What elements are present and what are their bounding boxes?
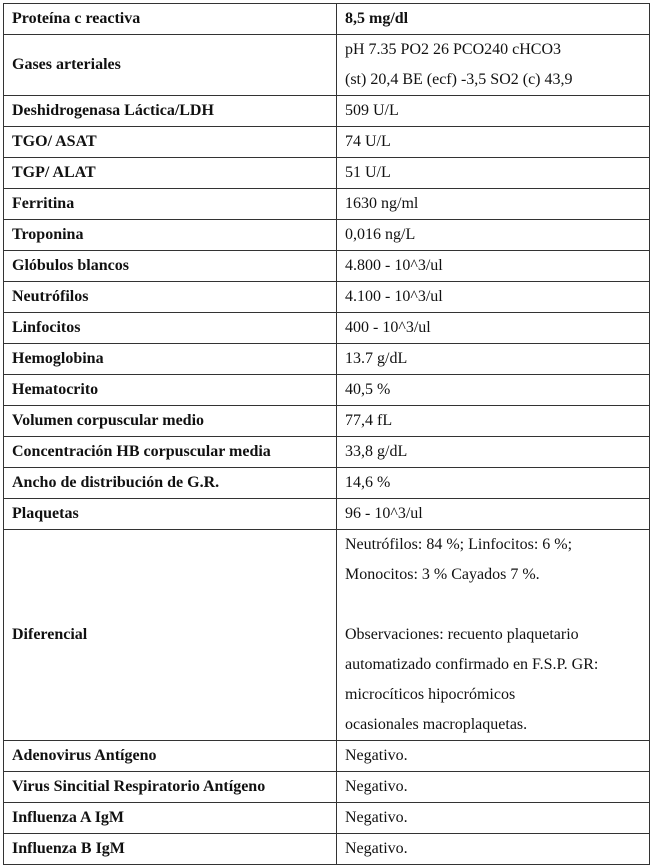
- test-name-cell: Hemoglobina: [4, 344, 337, 375]
- test-result-cell: 4.800 - 10^3/ul: [337, 251, 650, 282]
- test-result-cell: 14,6 %: [337, 468, 650, 499]
- test-result-cell: 400 - 10^3/ul: [337, 313, 650, 344]
- test-name-cell: Hematocrito: [4, 375, 337, 406]
- table-row: [4, 220, 650, 251]
- result-line: Neutrófilos: 84 %; Linfocitos: 6 %;: [345, 536, 573, 553]
- table-row: [4, 375, 650, 406]
- table-row: [4, 803, 650, 834]
- table-row: [4, 437, 650, 468]
- table-row: [4, 251, 650, 282]
- test-name-cell: Glóbulos blancos: [4, 251, 337, 282]
- table-row: [4, 468, 650, 499]
- test-result-cell: Negativo.: [337, 834, 650, 865]
- test-name-cell: TGP/ ALAT: [4, 158, 337, 189]
- test-result-cell: 13.7 g/dL: [337, 344, 650, 375]
- test-name-cell: Neutrófilos: [4, 282, 337, 313]
- test-name-cell: Concentración HB corpuscular media: [4, 437, 337, 468]
- test-result-cell: Negativo.: [337, 741, 650, 772]
- test-name-cell: Ancho de distribución de G.R.: [4, 468, 337, 499]
- table-row: [4, 127, 650, 158]
- test-name-cell: Proteína c reactiva: [4, 4, 337, 35]
- result-line: (st) 20,4 BE (ecf) -3,5 SO2 (c) 43,9: [345, 71, 573, 88]
- test-name-cell: Deshidrogenasa Láctica/LDH: [4, 96, 337, 127]
- test-name-cell: Volumen corpuscular medio: [4, 406, 337, 437]
- result-line: Monocitos: 3 % Cayados 7 %.: [345, 566, 540, 583]
- test-result-cell: 74 U/L: [337, 127, 650, 158]
- result-line: pH 7.35 PO2 26 PCO240 cHCO3: [345, 41, 562, 58]
- table-row: [4, 499, 650, 530]
- test-result-cell: 4.100 - 10^3/ul: [337, 282, 650, 313]
- result-line: automatizado confirmado en F.S.P. GR:: [345, 656, 599, 673]
- result-line: microcíticos hipocrómicos: [345, 686, 516, 703]
- result-line: ocasionales macroplaquetas.: [345, 716, 528, 733]
- table-row: [4, 282, 650, 313]
- test-name-cell: Influenza B IgM: [4, 834, 337, 865]
- table-row: [4, 344, 650, 375]
- test-result-cell: [337, 35, 650, 96]
- multiline-result: [345, 530, 641, 740]
- table-row: [4, 96, 650, 127]
- result-line: Observaciones: recuento plaquetario: [345, 626, 579, 643]
- test-name-cell: Linfocitos: [4, 313, 337, 344]
- test-result-cell: 33,8 g/dL: [337, 437, 650, 468]
- test-result-cell: 509 U/L: [337, 96, 650, 127]
- test-name-cell: Virus Sincitial Respiratorio Antígeno: [4, 772, 337, 803]
- table-row: [4, 741, 650, 772]
- multiline-result: [345, 35, 641, 95]
- test-result-cell: 51 U/L: [337, 158, 650, 189]
- test-name-cell: Gases arteriales: [4, 35, 337, 96]
- table-row: [4, 406, 650, 437]
- test-name-cell: Plaquetas: [4, 499, 337, 530]
- test-result-cell: 8,5 mg/dl: [337, 4, 650, 35]
- test-result-cell: Negativo.: [337, 772, 650, 803]
- table-row: [4, 772, 650, 803]
- test-result-cell: 96 - 10^3/ul: [337, 499, 650, 530]
- test-name-cell: Influenza A IgM: [4, 803, 337, 834]
- table-row: [4, 189, 650, 220]
- result-line: [345, 590, 641, 620]
- test-result-cell: Negativo.: [337, 803, 650, 834]
- lab-results-table: [3, 3, 650, 865]
- test-name-cell: Diferencial: [4, 530, 337, 741]
- test-result-cell: [337, 530, 650, 741]
- table-row: [4, 530, 650, 741]
- test-result-cell: 1630 ng/ml: [337, 189, 650, 220]
- test-name-cell: Troponina: [4, 220, 337, 251]
- table-row: [4, 158, 650, 189]
- test-name-cell: Adenovirus Antígeno: [4, 741, 337, 772]
- test-result-cell: 0,016 ng/L: [337, 220, 650, 251]
- table-row: [4, 35, 650, 96]
- table-row: [4, 4, 650, 35]
- test-result-cell: 77,4 fL: [337, 406, 650, 437]
- table-row: [4, 313, 650, 344]
- lab-results-body: [4, 4, 650, 865]
- test-name-cell: Ferritina: [4, 189, 337, 220]
- test-result-cell: 40,5 %: [337, 375, 650, 406]
- test-name-cell: TGO/ ASAT: [4, 127, 337, 158]
- table-row: [4, 834, 650, 865]
